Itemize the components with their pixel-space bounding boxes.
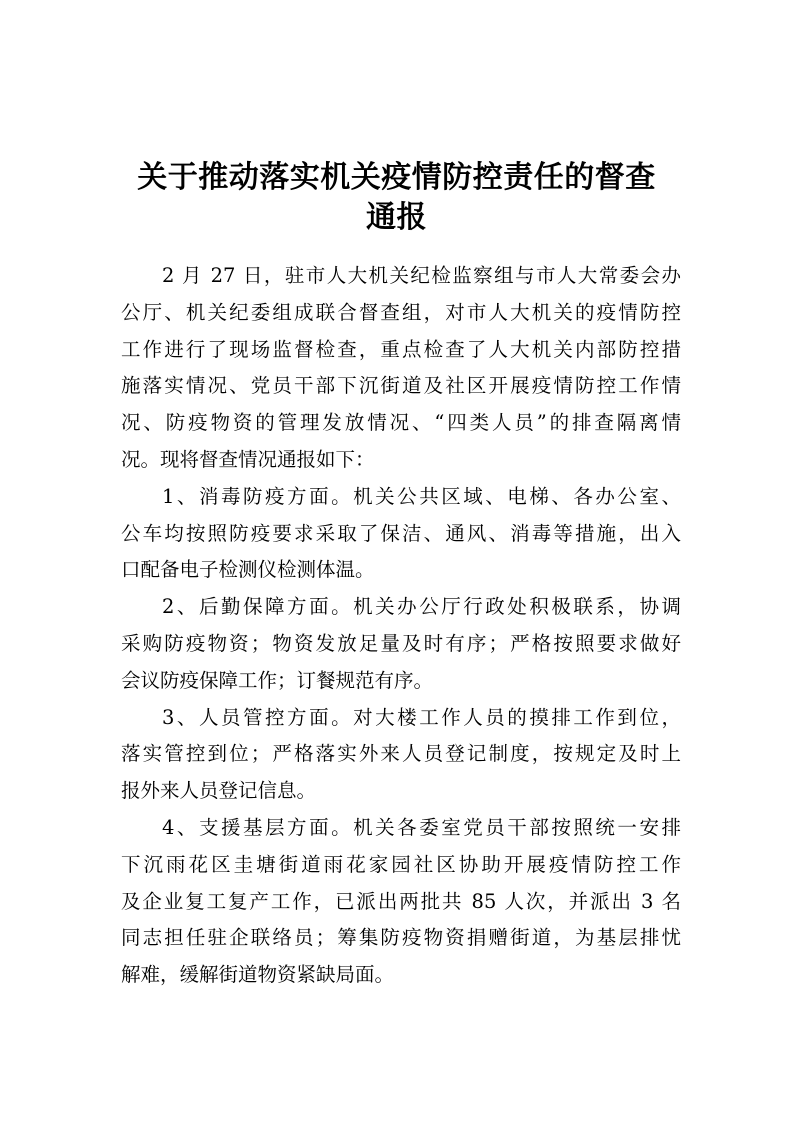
text-line: 施落实情况、党员干部下沉街道及社区开展疫情防控工作情 bbox=[121, 374, 681, 398]
text-line: 同志担任驻企联络员；筹集防疫物资捐赠街道，为基层排忧 bbox=[121, 926, 681, 950]
document-title bbox=[100, 158, 693, 238]
text-line: 解难，缓解街道物资紧缺局面。 bbox=[121, 963, 395, 987]
paragraph-item-4 bbox=[121, 810, 681, 994]
text-line: 报外来人员登记信息。 bbox=[121, 779, 317, 803]
text-line: 1、消毒防疫方面。机关公共区域、电梯、各办公室、 bbox=[162, 484, 681, 508]
text-line: 2 月 27 日，驻市人大机关纪检监察组与市人大常委会办 bbox=[162, 264, 681, 287]
text-line: 及企业复工复产工作，已派出两批共 85 人次，并派出 3 名 bbox=[121, 889, 681, 913]
paragraph-item-3 bbox=[121, 700, 681, 810]
text-line: 采购防疫物资；物资发放足量及时有序；严格按照要求做好 bbox=[121, 631, 681, 655]
paragraph-item-1 bbox=[121, 479, 681, 589]
text-line: 口配备电子检测仪检测体温。 bbox=[121, 558, 375, 582]
text-line: 落实管控到位；严格落实外来人员登记制度，按规定及时上 bbox=[121, 742, 681, 766]
text-line: 2、后勤保障方面。机关办公厅行政处积极联系，协调 bbox=[162, 595, 681, 619]
text-line: 3、人员管控方面。对大楼工作人员的摸排工作到位， bbox=[162, 705, 681, 729]
text-line: 公车均按照防疫要求采取了保洁、通风、消毒等措施，出入 bbox=[121, 521, 681, 545]
text-line: 会议防疫保障工作；订餐规范有序。 bbox=[121, 668, 434, 692]
document-body bbox=[121, 258, 681, 994]
text-line: 下沉雨花区圭塘街道雨花家园社区协助开展疫情防控工作 bbox=[121, 852, 681, 876]
paragraph-item-2 bbox=[121, 589, 681, 699]
title-line: 通报 bbox=[366, 200, 427, 236]
paragraph-intro bbox=[121, 258, 681, 479]
title-line: 关于推动落实机关疫情防控责任的督查 bbox=[137, 160, 656, 196]
text-line: 况、防疫物资的管理发放情况、“四类人员”的排查隔离情 bbox=[121, 411, 681, 435]
text-line: 4、支援基层方面。机关各委室党员干部按照统一安排 bbox=[162, 815, 681, 839]
text-line: 工作进行了现场监督检查，重点检查了人大机关内部防控措 bbox=[121, 337, 681, 361]
text-line: 公厅、机关纪委组成联合督查组，对市人大机关的疫情防控 bbox=[121, 300, 681, 324]
text-line: 况。现将督查情况通报如下： bbox=[121, 447, 375, 471]
